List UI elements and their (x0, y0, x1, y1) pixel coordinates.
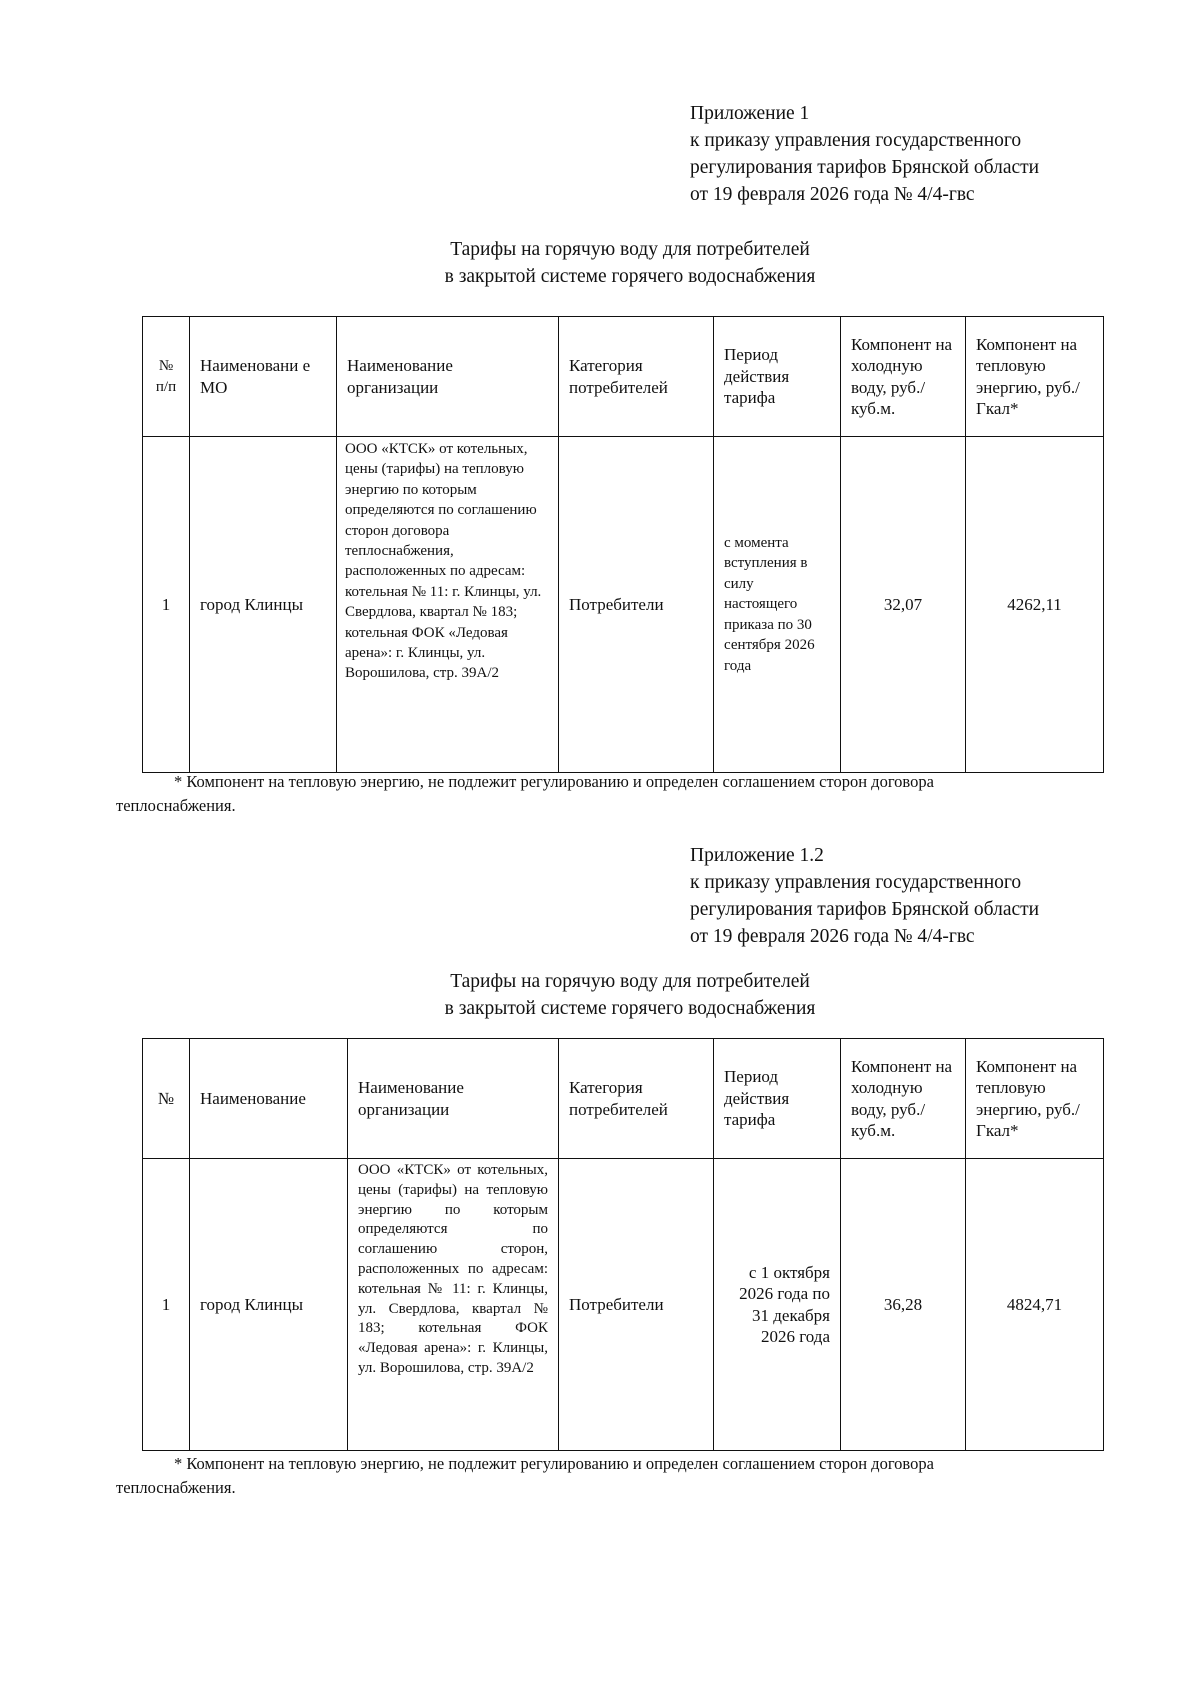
cell-period: с 1 октября 2026 года по 31 декабря 2026 года (714, 1159, 841, 1451)
table-2-title-line-2: в закрытой системе горячего водоснабжения (444, 998, 816, 1019)
appendix-2-date: от 19 февраля 2026 года № 4/4-гвс (690, 926, 975, 947)
table-1-title-line-1: Тарифы на горячую воду для потребителей (450, 239, 810, 260)
header-heat: Компонент на тепловую энергию, руб./ Гкал* (966, 317, 1104, 437)
appendix-1-order: к приказу управления государственного (690, 130, 1022, 151)
table-1-title (130, 236, 1130, 290)
cell-cold: 36,28 (841, 1159, 966, 1451)
tariff-table-2 (142, 1038, 1104, 1451)
header-mo: Наименование (190, 1039, 348, 1159)
header-cold: Компонент на холодную воду, руб./ куб.м. (841, 317, 966, 437)
header-org: Наименование организации (348, 1039, 559, 1159)
cell-heat: 4824,71 (966, 1159, 1104, 1451)
header-num: № п/п (143, 317, 190, 437)
cell-category: Потребители (559, 437, 714, 773)
header-heat: Компонент на тепловую энергию, руб./ Гкал* (966, 1039, 1104, 1159)
appendix-2-order: к приказу управления государственного (690, 872, 1022, 893)
header-period: Период действия тарифа (714, 317, 841, 437)
cell-cold: 32,07 (841, 437, 966, 773)
appendix-2-header (690, 842, 1039, 950)
cell-num: 1 (143, 1159, 190, 1451)
tariff-table-1 (142, 316, 1104, 773)
cell-org: ООО «КТСК» от котельных, цены (тарифы) на тепловую энергию по которым определяются по соглашению сторон договора теплоснабжения, расположенных по адресам: котельная № 11: г. Клинцы, ул. Свердлова, квартал № 183; котельная ФОК «Ледовая арена»: г. Клинцы, ул. Ворошилова, стр. 39А/2 (337, 437, 559, 773)
cell-heat: 4262,11 (966, 437, 1104, 773)
table-2-title (130, 968, 1130, 1022)
footnote-1-line-1: * Компонент на тепловую энергию, не подлежит регулированию и определен соглашением сторон договора (174, 772, 934, 791)
header-org: Наименование организации (337, 317, 559, 437)
footnote-2-line-1: * Компонент на тепловую энергию, не подлежит регулированию и определен соглашением сторон договора (174, 1454, 934, 1473)
table-row (143, 437, 1104, 773)
header-num: № (143, 1039, 190, 1159)
appendix-1-authority: регулирования тарифов Брянской области (690, 157, 1040, 178)
appendix-1-date: от 19 февраля 2026 года № 4/4-гвс (690, 184, 975, 205)
appendix-1-header (690, 100, 1039, 208)
footnote-2-line-2: теплоснабжения. (116, 1478, 236, 1497)
footnote-1-line-2: теплоснабжения. (116, 796, 236, 815)
table-1-title-line-2: в закрытой системе горячего водоснабжения (444, 266, 816, 287)
cell-num: 1 (143, 437, 190, 773)
header-mo: Наименовани е МО (190, 317, 337, 437)
table-2-title-line-1: Тарифы на горячую воду для потребителей (450, 971, 810, 992)
header-cold: Компонент на холодную воду, руб./ куб.м. (841, 1039, 966, 1159)
header-category: Категория потребителей (559, 1039, 714, 1159)
header-period: Период действия тарифа (714, 1039, 841, 1159)
footnote-2 (116, 1452, 1116, 1500)
table-row (143, 1159, 1104, 1451)
appendix-2-authority: регулирования тарифов Брянской области (690, 899, 1040, 920)
appendix-2-title: Приложение 1.2 (690, 845, 824, 866)
cell-mo: город Клинцы (190, 437, 337, 773)
footnote-1 (116, 770, 1116, 818)
header-category: Категория потребителей (559, 317, 714, 437)
cell-mo: город Клинцы (190, 1159, 348, 1451)
cell-category: Потребители (559, 1159, 714, 1451)
table-header-row (143, 317, 1104, 437)
cell-period: с момента вступления в силу настоящего приказа по 30 сентября 2026 года (714, 437, 841, 773)
cell-org: ООО «КТСК» от котельных, цены (тарифы) на тепловую энергию по которым определяются по соглашению сторон, расположенных по адресам: котельная № 11: г. Клинцы, ул. Свердлова, квартал № 183; котельная ФОК «Ледовая арена»: г. Клинцы, ул. Ворошилова, стр. 39А/2 (348, 1159, 559, 1451)
appendix-1-title: Приложение 1 (690, 103, 810, 124)
table-header-row (143, 1039, 1104, 1159)
